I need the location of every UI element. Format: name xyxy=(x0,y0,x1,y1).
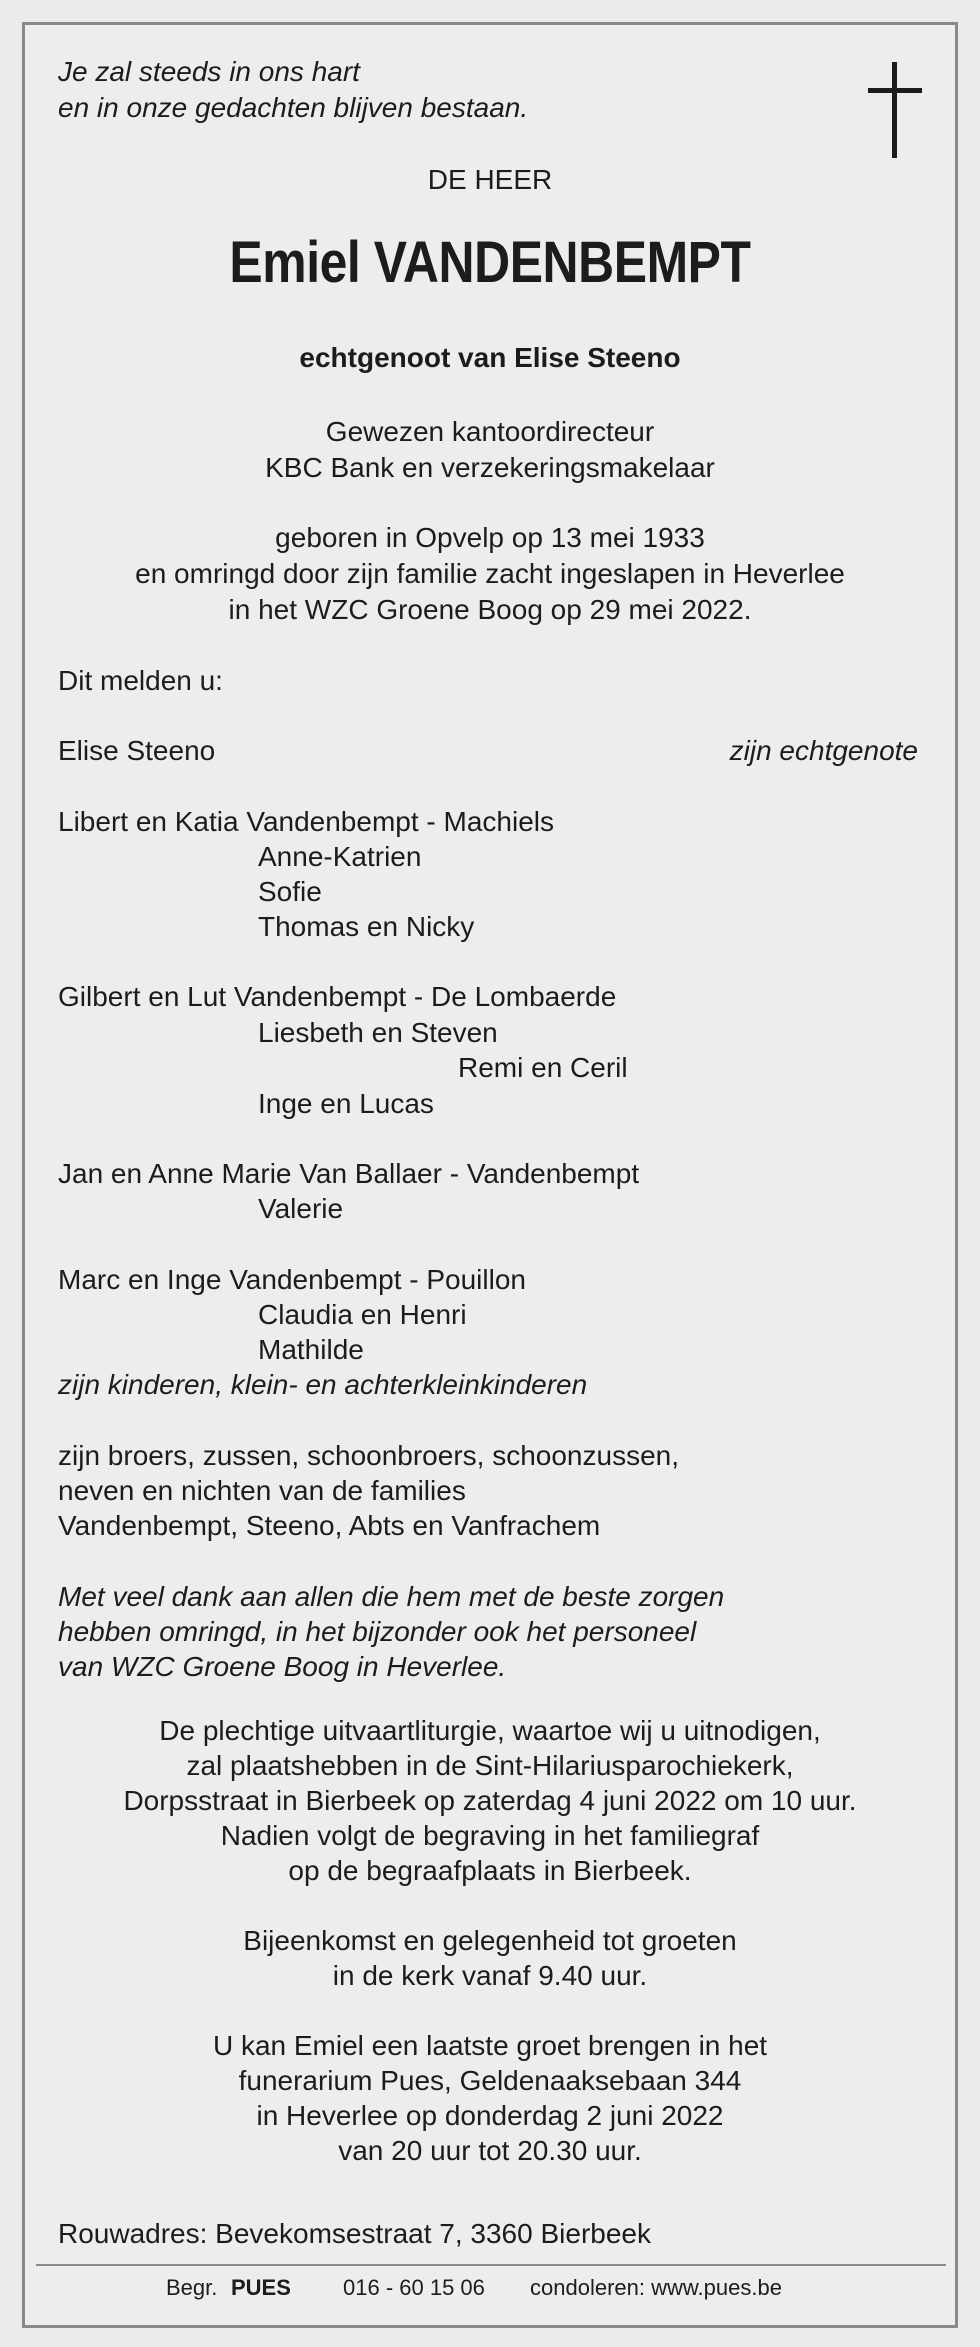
intro-line-1: Je zal steeds in ons hart xyxy=(58,56,360,87)
footer-begr-label: Begr. xyxy=(166,2275,218,2300)
family-head: Gilbert en Lut Vandenbempt - De Lombaerde xyxy=(58,981,617,1012)
family-member: Remi en Ceril xyxy=(458,1052,628,1083)
family-member: Valerie xyxy=(258,1193,344,1224)
footer-condolence-link[interactable]: condoleren: www.pues.be xyxy=(530,2275,782,2300)
funeral-line-1: De plechtige uitvaartliturgie, waartoe wij u uitnodigen, xyxy=(159,1715,821,1746)
family-member: Sofie xyxy=(258,876,322,907)
relatives-line-2: neven en nichten van de families xyxy=(58,1475,466,1506)
footer-undertaker: PUES xyxy=(231,2275,291,2300)
intro-line-2: en in onze gedachten blijven bestaan. xyxy=(58,92,529,123)
family-member: Liesbeth en Steven xyxy=(258,1017,498,1048)
footer-divider xyxy=(36,2264,946,2266)
children-caption: zijn kinderen, klein- en achterkleinkinderen xyxy=(58,1369,588,1400)
funeral-line-2: zal plaatshebben in de Sint-Hilariusparochiekerk, xyxy=(186,1750,794,1781)
latin-cross-icon xyxy=(868,62,922,158)
life-line-2: en omringd door zijn familie zacht ingeslapen in Heverlee xyxy=(135,558,845,589)
farewell-line-2: funerarium Pues, Geldenaaksebaan 344 xyxy=(238,2065,742,2096)
thanks-line-1: Met veel dank aan allen die hem met de beste zorgen xyxy=(58,1581,725,1612)
family-head: Jan en Anne Marie Van Ballaer - Vandenbempt xyxy=(58,1158,640,1189)
farewell-line-3: in Heverlee op donderdag 2 juni 2022 xyxy=(256,2100,724,2131)
profession-line-1: Gewezen kantoordirecteur xyxy=(325,416,655,447)
funeral-line-4: Nadien volgt de begraving in het familiegraf xyxy=(220,1820,760,1851)
profession-line-2: KBC Bank en verzekeringsmakelaar xyxy=(265,452,715,483)
farewell-line-1: U kan Emiel een laatste groet brengen in het xyxy=(212,2030,768,2061)
family-member: Anne-Katrien xyxy=(258,841,422,872)
spouse-line: echtgenoot van Elise Steeno xyxy=(299,342,681,373)
funeral-line-3: Dorpsstraat in Bierbeek op zaterdag 4 juni 2022 om 10 uur. xyxy=(123,1785,857,1816)
funeral-line-5: op de begraafplaats in Bierbeek. xyxy=(288,1855,692,1886)
farewell-line-4: van 20 uur tot 20.30 uur. xyxy=(338,2135,642,2166)
family-member: Thomas en Nicky xyxy=(258,911,475,942)
mourning-address: Rouwadres: Bevekomsestraat 7, 3360 Bierbeek xyxy=(58,2218,651,2249)
family-member: Claudia en Henri xyxy=(258,1299,467,1330)
life-line-1: geboren in Opvelp op 13 mei 1933 xyxy=(275,522,705,553)
family-head: Libert en Katia Vandenbempt - Machiels xyxy=(58,806,554,837)
gathering-line-1: Bijeenkomst en gelegenheid tot groeten xyxy=(243,1925,737,1956)
thanks-line-3: van WZC Groene Boog in Heverlee. xyxy=(58,1651,507,1682)
widow-name: Elise Steeno xyxy=(58,735,216,766)
deceased-name: Emiel VANDENBEMPT xyxy=(229,230,751,295)
announce-line: Dit melden u: xyxy=(58,665,223,696)
relatives-line-1: zijn broers, zussen, schoonbroers, schoonzussen, xyxy=(58,1440,679,1471)
relatives-line-3: Vandenbempt, Steeno, Abts en Vanfrachem xyxy=(58,1510,601,1541)
family-member: Inge en Lucas xyxy=(258,1088,434,1119)
footer-phone: 016 - 60 15 06 xyxy=(343,2275,485,2300)
gathering-line-2: in de kerk vanaf 9.40 uur. xyxy=(332,1960,648,1991)
thanks-line-2: hebben omringd, in het bijzonder ook het personeel xyxy=(58,1616,697,1647)
life-line-3: in het WZC Groene Boog op 29 mei 2022. xyxy=(228,594,752,625)
honorific-title: DE HEER xyxy=(427,164,553,195)
family-head: Marc en Inge Vandenbempt - Pouillon xyxy=(58,1264,526,1295)
widow-relation: zijn echtgenote xyxy=(729,735,918,766)
family-member: Mathilde xyxy=(258,1334,364,1365)
